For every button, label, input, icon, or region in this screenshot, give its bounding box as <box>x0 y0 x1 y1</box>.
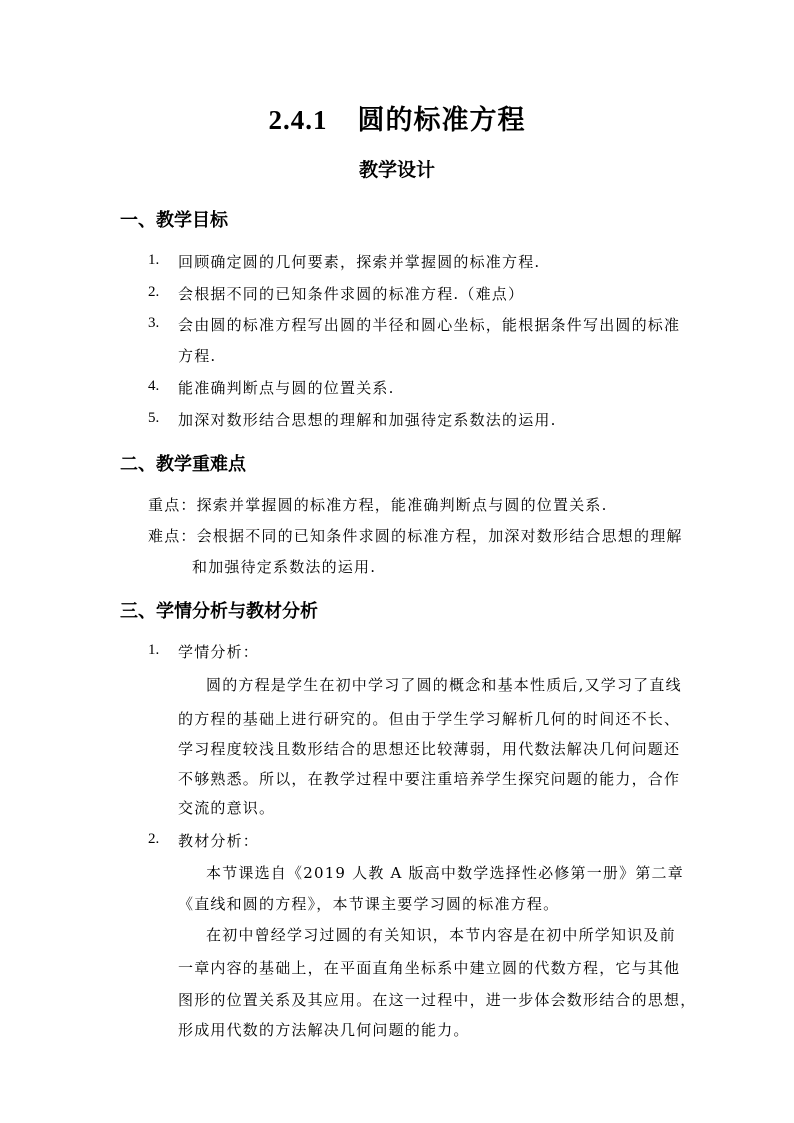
objective-number: 1. <box>148 252 160 268</box>
objective-text: 加深对数形结合思想的理解和加强待定系数法的运用. <box>178 411 557 429</box>
page-subtitle: 教学设计 <box>358 159 435 181</box>
title-number: 2.4.1 <box>268 105 328 135</box>
objective-text: 会根据不同的已知条件求圆的标准方程.（难点） <box>178 285 525 303</box>
analysis-paragraph-line: 在初中曾经学习过圆的有关知识，本节内容是在初中所学知识及前 <box>206 926 676 944</box>
analysis-paragraph-line: 学习程度较浅且数形结合的思想还比较薄弱，用代数法解决几何问题还 <box>178 740 681 758</box>
analysis-paragraph-line: 《直线和圆的方程》，本节课主要学习圆的标准方程。 <box>178 895 560 913</box>
analysis-number: 2. <box>148 831 160 847</box>
analysis-paragraph-line: 形成用代数的方法解决几何问题的能力。 <box>178 1021 470 1039</box>
objective-text-continued: 方程. <box>178 347 217 365</box>
page-title <box>0 98 794 137</box>
analysis-label: 学情分析： <box>178 643 260 661</box>
analysis-paragraph-line: 的方程的基础上进行研究的。但由于学生学习解析几何的时间还不长、 <box>178 710 681 728</box>
analysis-paragraph-line: 一章内容的基础上，在平面直角坐标系中建立圆的代数方程，它与其他 <box>178 959 681 977</box>
section-heading-objectives: 一、教学目标 <box>120 210 228 231</box>
objective-number: 3. <box>148 315 160 331</box>
difficulty-text-continued: 和加强待定系数法的运用. <box>192 558 377 576</box>
section-heading-analysis: 三、学情分析与教材分析 <box>120 601 318 622</box>
objective-number: 5. <box>148 410 160 426</box>
key-point-text: 重点：探索并掌握圆的标准方程，能准确判断点与圆的位置关系. <box>148 496 608 514</box>
objective-number: 4. <box>148 378 160 394</box>
title-text: 圆的标准方程 <box>357 105 526 136</box>
analysis-number: 1. <box>148 642 160 658</box>
analysis-label: 教材分析： <box>178 832 260 850</box>
objective-text: 回顾确定圆的几何要素，探索并掌握圆的标准方程. <box>178 253 541 271</box>
analysis-paragraph-line: 不够熟悉。所以，在教学过程中要注重培养学生探究问题的能力，合作 <box>178 770 681 788</box>
analysis-paragraph-line: 图形的位置关系及其应用。在这一过程中，进一步体会数形结合的思想， <box>178 991 697 1009</box>
section-heading-key-points: 二、教学重难点 <box>120 454 246 475</box>
objective-number: 2. <box>148 284 160 300</box>
analysis-paragraph-line: 交流的意识。 <box>178 799 276 817</box>
difficulty-text: 难点：会根据不同的已知条件求圆的标准方程，加深对数形结合思想的理解 <box>148 527 683 545</box>
analysis-paragraph-line: 本节课选自《2019 人教 A 版高中数学选择性必修第一册》第二章 <box>206 864 684 882</box>
analysis-paragraph-line: 圆的方程是学生在初中学习了圆的概念和基本性质后,又学习了直线 <box>206 676 682 694</box>
objective-text: 能准确判断点与圆的位置关系. <box>178 379 395 397</box>
objective-text: 会由圆的标准方程写出圆的半径和圆心坐标，能根据条件写出圆的标准 <box>178 316 681 334</box>
